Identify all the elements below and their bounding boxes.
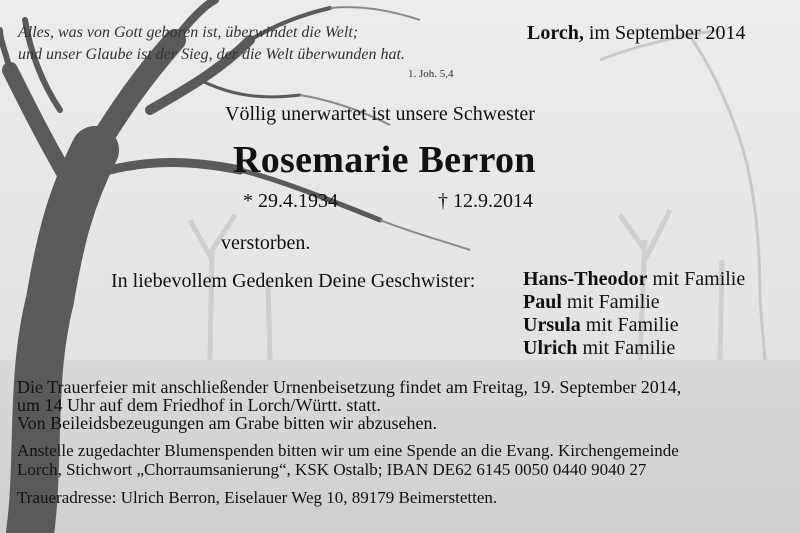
funeral-line-2: um 14 Uhr auf dem Friedhof in Lorch/Württ. statt. [17, 395, 381, 415]
funeral-line-1: Die Trauerfeier mit anschließender Urnenbeisetzung findet am Freitag, 19. September 2014, [17, 377, 682, 397]
funeral-info [17, 378, 681, 432]
list-item: Paul mit Familie [523, 291, 660, 313]
list-item: Ulrich mit Familie [523, 337, 676, 359]
donation-line-1: Anstelle zugedachter Blumenspenden bitten wir um eine Spende an die Evang. Kirchengemeinde [17, 441, 679, 460]
mourners-list [523, 268, 745, 360]
donation-line-2: Lorch, Stichwort „Chorraumsanierung“, KSK Ostalb; IBAN DE62 6145 0050 0440 9040 27 [17, 460, 647, 479]
birth-date: * 29.4.1934 [243, 190, 338, 212]
quote-line-1: Alles, was von Gott geboren ist, überwindet die Welt; [18, 24, 359, 41]
funeral-line-3: Von Beileidsbezeugungen am Grabe bitten wir abzusehen. [17, 413, 438, 433]
death-date: † 12.9.2014 [438, 190, 533, 212]
mourners-label: In liebevollem Gedenken Deine Geschwister: [111, 270, 476, 292]
list-item: Hans-Theodor mit Familie [523, 268, 746, 290]
list-item: Ursula mit Familie [523, 314, 679, 336]
quote-reference: 1. Joh. 5,4 [408, 68, 454, 80]
place-date [527, 22, 746, 45]
deceased-name: Rosemarie Berron [233, 139, 536, 181]
quote-line-2: und unser Glaube ist der Sieg, der die Welt überwunden hat. [18, 46, 405, 63]
address: Traueradresse: Ulrich Berron, Eiselauer Weg 10, 89179 Beimerstetten. [17, 488, 498, 507]
donation-info [17, 441, 679, 479]
place: Lorch, [527, 22, 584, 44]
date: im September 2014 [588, 22, 746, 44]
passed-text: verstorben. [221, 232, 311, 254]
intro-text: Völlig unerwartet ist unsere Schwester [225, 103, 535, 125]
